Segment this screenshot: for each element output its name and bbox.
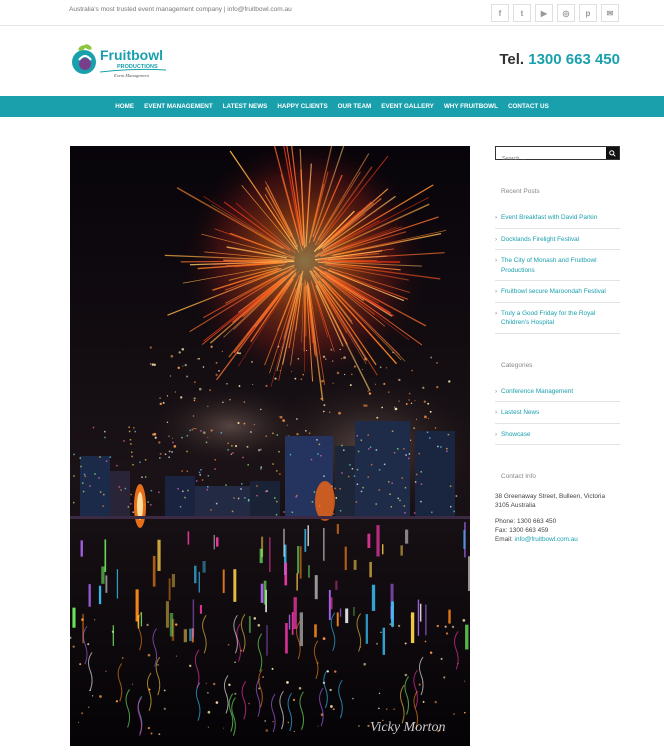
list-item[interactable] (495, 207, 620, 229)
nav-item-our-team[interactable]: OUR TEAM (337, 103, 372, 110)
nav-item-latest-news[interactable]: LATEST NEWS (222, 103, 268, 110)
contact-phone: Phone: 1300 663 450 (495, 518, 557, 525)
chevron-right-icon: › (495, 288, 498, 295)
contact-fax: Fax: 1300 663 459 (495, 527, 549, 534)
recent-posts-list (495, 207, 620, 334)
main-nav (0, 96, 664, 117)
pinterest-icon[interactable]: p (579, 4, 597, 22)
logo[interactable] (70, 40, 180, 82)
social-links (491, 4, 619, 22)
facebook-icon[interactable]: f (491, 4, 509, 22)
fireworks-photo (70, 146, 470, 746)
categories-list (495, 381, 620, 446)
search-button[interactable] (606, 147, 619, 159)
nav-item-happy-clients[interactable]: HAPPY CLIENTS (277, 103, 328, 110)
contact-email-label: Email: (495, 536, 515, 543)
youtube-icon[interactable]: ▶ (535, 4, 553, 22)
tagline-text: Australia's most trusted event management company | (69, 6, 228, 13)
chevron-right-icon: › (495, 235, 498, 243)
recent-post-link[interactable]: Truly a Good Friday for the Royal Children's Hospital (501, 309, 596, 326)
twitter-icon[interactable]: t (513, 4, 531, 22)
category-link[interactable]: Lastest News (501, 409, 540, 416)
contact-info-title: Contact Info (501, 473, 537, 480)
nav-item-why-fruitbowl[interactable]: WHY FRUITBOWL (443, 103, 498, 110)
chevron-right-icon: › (495, 430, 498, 438)
sidebar (495, 146, 620, 544)
logo-graphic (70, 40, 180, 82)
chevron-right-icon: › (495, 309, 498, 317)
category-link[interactable]: Showcase (501, 430, 531, 438)
chevron-right-icon: › (495, 409, 498, 416)
nav-item-home[interactable]: HOME (115, 103, 135, 110)
recent-post-link[interactable]: Event Breakfast with David Parkin (501, 214, 598, 221)
nav-item-event-management[interactable]: EVENT MANAGEMENT (144, 103, 213, 110)
contact-email (495, 535, 620, 544)
list-item[interactable] (495, 281, 620, 303)
contact-address: 38 Greenaway Street, Bulleen, Victoria 3105 Australia (495, 493, 606, 509)
recent-post-link[interactable]: The City of Monash and Fruitbowl Productions (501, 257, 597, 274)
category-link[interactable]: Conference Management (501, 387, 574, 395)
contact-info (495, 492, 620, 544)
svg-text:PRODUCTIONS: PRODUCTIONS (117, 64, 158, 70)
search-icon (609, 150, 616, 157)
chevron-right-icon: › (495, 214, 498, 221)
chevron-right-icon: › (495, 257, 498, 264)
photographer-signature: Vicky Morton (370, 720, 446, 735)
site-header (0, 27, 664, 95)
fireworks-image (70, 146, 470, 746)
phone-prefix: Tel. (499, 51, 529, 68)
categories-title: Categories (501, 361, 533, 369)
list-item[interactable] (495, 402, 620, 424)
tagline (69, 6, 292, 13)
list-item[interactable] (495, 424, 620, 446)
recent-post-link[interactable]: Fruitbowl secure Maroondah Festival (501, 288, 606, 295)
list-item[interactable] (495, 229, 620, 251)
header-phone (499, 51, 620, 68)
svg-text:Event Management: Event Management (114, 73, 149, 78)
nav-item-contact-us[interactable]: CONTACT US (507, 103, 549, 110)
list-item[interactable] (495, 303, 620, 334)
recent-posts-title: Recent Posts (501, 188, 540, 195)
top-bar (0, 0, 664, 26)
contact-email-link[interactable]: info@fruitbowl.com.au (514, 536, 578, 543)
nav-item-event-gallery[interactable]: EVENT GALLERY (381, 103, 434, 110)
recent-post-link[interactable]: Docklands Firelight Festival (501, 235, 580, 243)
search-input[interactable] (496, 153, 606, 165)
instagram-icon[interactable]: ◎ (557, 4, 575, 22)
chevron-right-icon: › (495, 387, 498, 395)
tagline-email-link[interactable]: info@fruitbowl.com.au (227, 6, 292, 13)
svg-text:Fruitbowl: Fruitbowl (100, 47, 163, 63)
search-box (495, 146, 620, 160)
list-item[interactable] (495, 381, 620, 403)
list-item[interactable] (495, 250, 620, 281)
phone-number[interactable]: 1300 663 450 (528, 51, 620, 68)
email-icon[interactable]: ✉ (601, 4, 619, 22)
